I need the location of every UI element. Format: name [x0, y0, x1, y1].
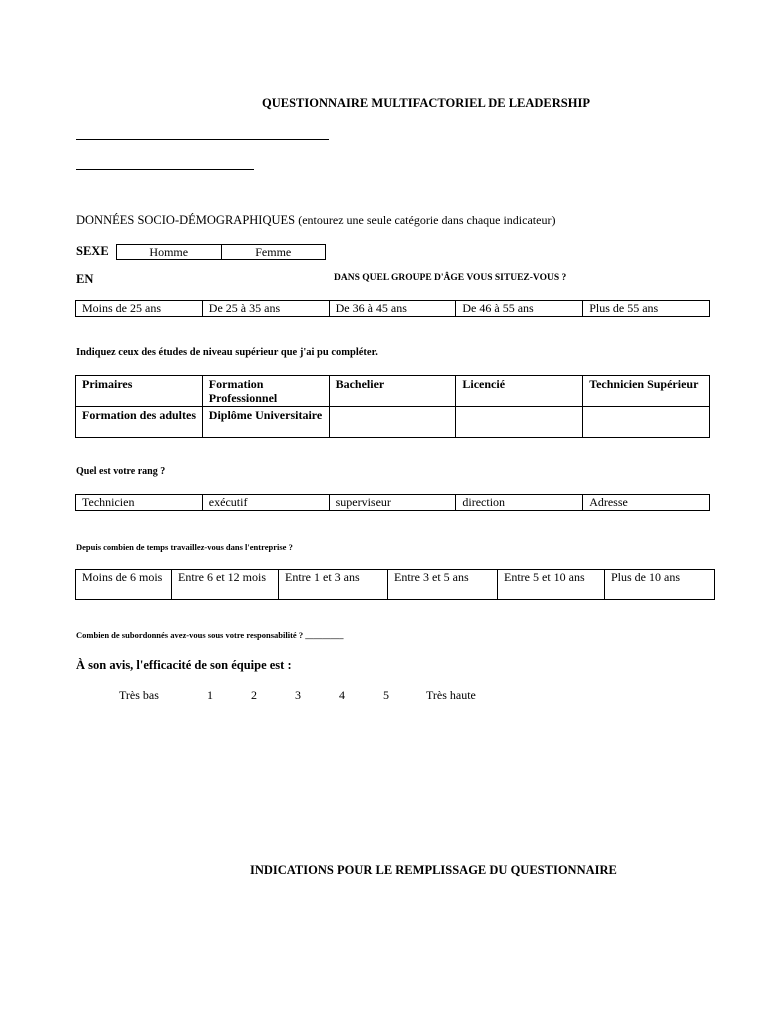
anciennete-option[interactable]: Entre 5 et 10 ans [498, 570, 605, 600]
age-option[interactable]: De 46 à 55 ans [456, 301, 583, 317]
indications-heading: INDICATIONS POUR LE REMPLISSAGE DU QUESTIONNAIRE [250, 863, 617, 877]
etudes-empty-cell[interactable] [583, 407, 710, 438]
anciennete-option[interactable]: Plus de 10 ans [605, 570, 715, 600]
etudes-question: Indiquez ceux des études de niveau supérieur que j'ai pu compléter. [76, 347, 378, 358]
age-option[interactable]: De 25 à 35 ans [202, 301, 329, 317]
anciennete-option[interactable]: Entre 3 et 5 ans [388, 570, 498, 600]
rang-question: Quel est votre rang ? [76, 466, 166, 477]
scale-low-label: Très bas [119, 688, 159, 702]
anciennete-option[interactable]: Entre 6 et 12 mois [172, 570, 279, 600]
etudes-option[interactable]: Primaires [76, 376, 203, 407]
blank-line-1[interactable] [76, 139, 329, 140]
scale-value[interactable]: 2 [251, 688, 257, 702]
sexe-table [116, 244, 326, 260]
efficacite-question: À son avis, l'efficacité de son équipe est : [76, 658, 292, 672]
en-label: EN [76, 272, 94, 286]
anciennete-question: Depuis combien de temps travaillez-vous dans l'entreprise ? [76, 542, 293, 552]
rang-option[interactable]: Adresse [583, 495, 710, 511]
age-option[interactable]: Moins de 25 ans [76, 301, 203, 317]
subordonnes-blank[interactable]: _________ [305, 630, 344, 640]
socio-instruction: (entourez une seule catégorie dans chaque indicateur) [298, 213, 556, 227]
socio-heading-text: DONNÉES SOCIO-DÉMOGRAPHIQUES [76, 213, 296, 227]
rang-option[interactable]: Technicien [76, 495, 203, 511]
etudes-option[interactable]: Diplôme Universitaire [202, 407, 329, 438]
scale-value[interactable]: 1 [207, 688, 213, 702]
rang-table [75, 494, 710, 511]
blank-line-2[interactable] [76, 169, 254, 170]
anciennete-table [75, 569, 715, 600]
age-option[interactable]: De 36 à 45 ans [329, 301, 456, 317]
socio-heading [76, 213, 555, 228]
scale-high-label: Très haute [426, 688, 476, 702]
subordonnes-line [76, 630, 343, 640]
etudes-option[interactable]: Formation des adultes [76, 407, 203, 438]
sexe-option-homme[interactable]: Homme [117, 245, 222, 260]
etudes-empty-cell[interactable] [456, 407, 583, 438]
age-table [75, 300, 710, 317]
anciennete-option[interactable]: Moins de 6 mois [76, 570, 172, 600]
rang-option[interactable]: direction [456, 495, 583, 511]
etudes-option[interactable]: Bachelier [329, 376, 456, 407]
subordonnes-question: Combien de subordonnés avez-vous sous votre responsabilité ? [76, 630, 304, 640]
scale-value[interactable]: 4 [339, 688, 345, 702]
etudes-empty-cell[interactable] [329, 407, 456, 438]
efficacite-scale [0, 688, 768, 704]
rang-option[interactable]: exécutif [202, 495, 329, 511]
anciennete-option[interactable]: Entre 1 et 3 ans [279, 570, 388, 600]
page-title: QUESTIONNAIRE MULTIFACTORIEL DE LEADERSHIP [262, 96, 590, 110]
rang-option[interactable]: superviseur [329, 495, 456, 511]
scale-value[interactable]: 5 [383, 688, 389, 702]
etudes-option[interactable]: Licencié [456, 376, 583, 407]
etudes-option[interactable]: Formation Professionnel [202, 376, 329, 407]
scale-value[interactable]: 3 [295, 688, 301, 702]
sexe-option-femme[interactable]: Femme [221, 245, 326, 260]
sexe-label: SEXE [76, 244, 109, 258]
etudes-option[interactable]: Technicien Supérieur [583, 376, 710, 407]
age-option[interactable]: Plus de 55 ans [583, 301, 710, 317]
etudes-table [75, 375, 710, 438]
age-question: DANS QUEL GROUPE D'ÂGE VOUS SITUEZ-VOUS ? [334, 273, 567, 283]
